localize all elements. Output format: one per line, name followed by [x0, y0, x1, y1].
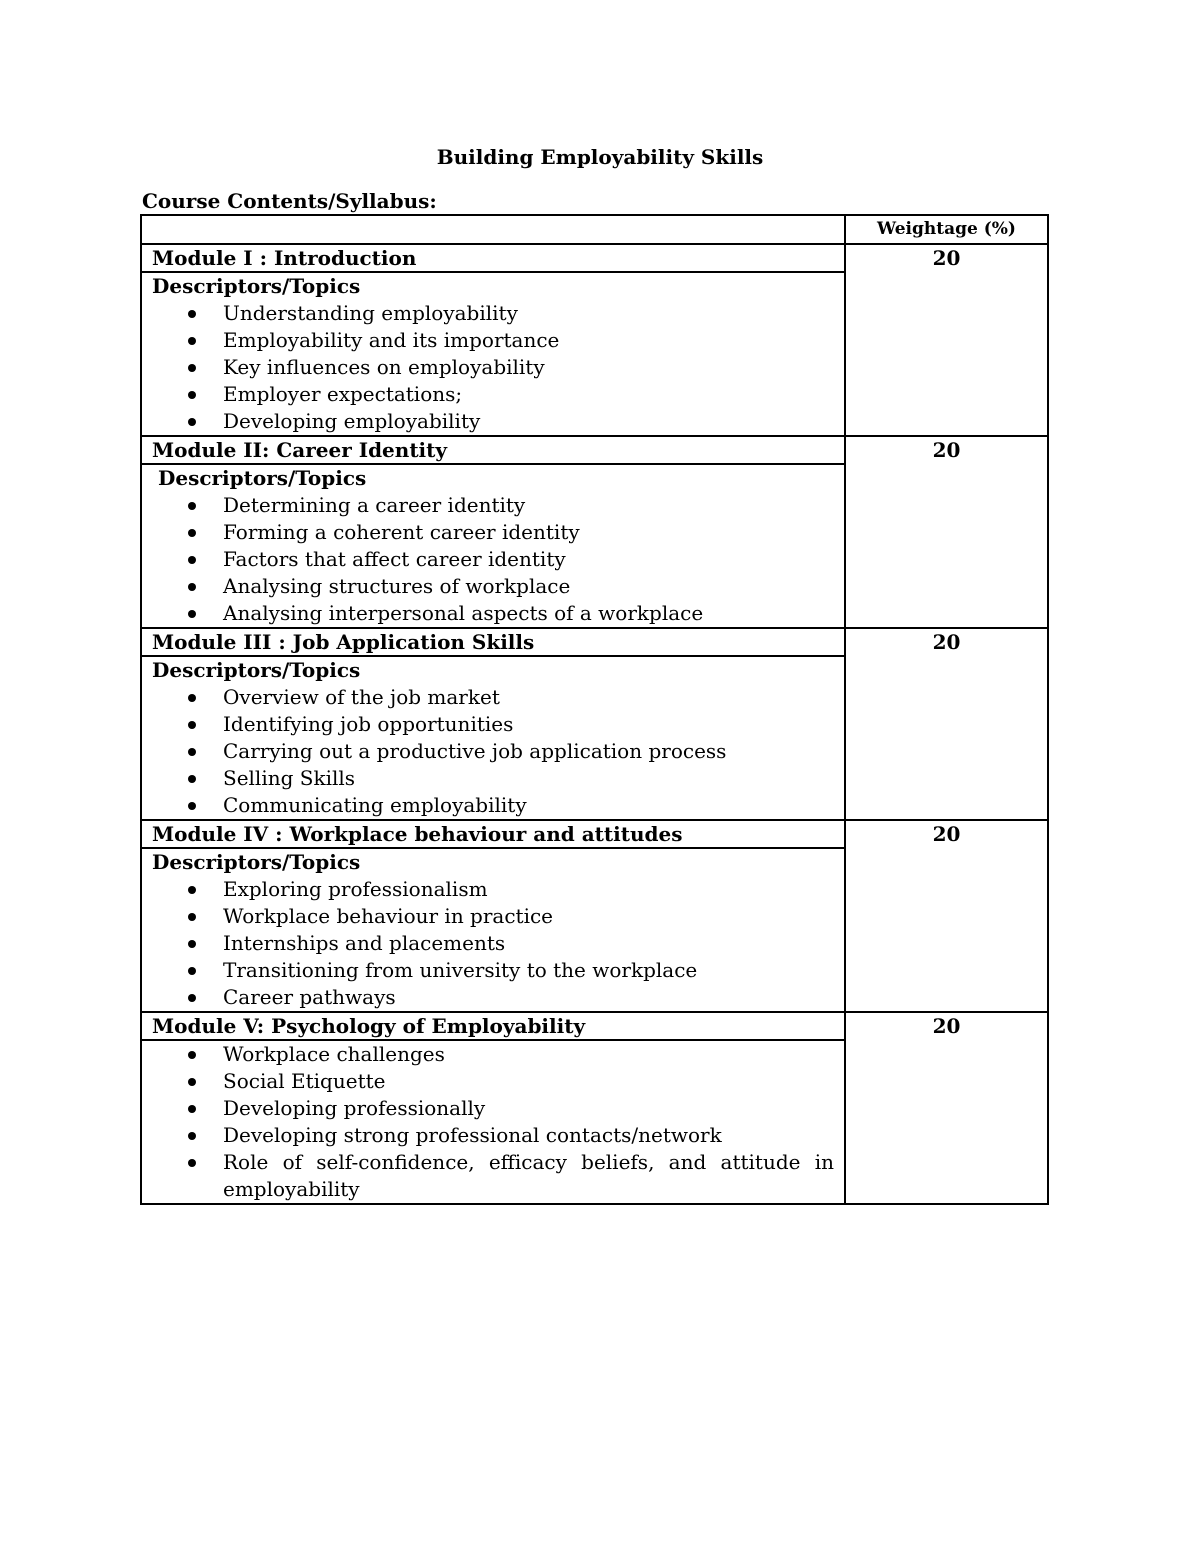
- topic-item: Social Etiquette: [142, 1068, 844, 1095]
- module-title: Module II: Career Identity: [142, 437, 844, 465]
- module-title: Module IV : Workplace behaviour and attitudes: [142, 821, 844, 849]
- topic-list: [142, 1041, 844, 1203]
- topic-item: Key influences on employability: [142, 354, 844, 381]
- topic-item: Developing strong professional contacts/network: [142, 1122, 844, 1149]
- module-content-cell: [141, 1012, 845, 1204]
- module-weightage: 20: [845, 820, 1048, 1012]
- syllabus-heading: Course Contents/Syllabus:: [142, 189, 437, 213]
- module-row: [141, 436, 1048, 628]
- module-content-cell: [141, 820, 845, 1012]
- module-row: [141, 628, 1048, 820]
- topic-item: Factors that affect career identity: [142, 546, 844, 573]
- descriptors-label: Descriptors/Topics: [152, 274, 361, 298]
- topic-item: Developing professionally: [142, 1095, 844, 1122]
- topic-item: Employer expectations;: [142, 381, 844, 408]
- module-row: [141, 244, 1048, 436]
- topic-item: Career pathways: [142, 984, 844, 1011]
- topic-item: Workplace behaviour in practice: [142, 903, 844, 930]
- topic-item: Identifying job opportunities: [142, 711, 844, 738]
- module-weightage: 20: [845, 436, 1048, 628]
- module-row: [141, 1012, 1048, 1204]
- descriptors-label: Descriptors/Topics: [152, 658, 361, 682]
- topic-item: Determining a career identity: [142, 492, 844, 519]
- module-title: Module V: Psychology of Employability: [142, 1013, 844, 1041]
- document-title: Building Employability Skills: [436, 145, 764, 169]
- topic-list: [142, 300, 844, 435]
- topic-item: Carrying out a productive job application process: [142, 738, 844, 765]
- syllabus-table: [140, 214, 1049, 1205]
- topic-item: Understanding employability: [142, 300, 844, 327]
- topic-item: Analysing structures of workplace: [142, 573, 844, 600]
- topic-list: [142, 684, 844, 819]
- topic-item: Communicating employability: [142, 792, 844, 819]
- module-weightage: 20: [845, 1012, 1048, 1204]
- module-weightage: 20: [845, 244, 1048, 436]
- topic-item: Exploring professionalism: [142, 876, 844, 903]
- module-content-cell: [141, 244, 845, 436]
- topic-item: Internships and placements: [142, 930, 844, 957]
- topic-item: Developing employability: [142, 408, 844, 435]
- topic-item: Forming a coherent career identity: [142, 519, 844, 546]
- module-weightage: 20: [845, 628, 1048, 820]
- module-title: Module III : Job Application Skills: [142, 629, 844, 657]
- module-content-cell: [141, 628, 845, 820]
- topic-item: Transitioning from university to the workplace: [142, 957, 844, 984]
- topic-list: [142, 876, 844, 1011]
- topic-list: [142, 492, 844, 627]
- header-empty-cell: [141, 215, 845, 244]
- descriptors-label: Descriptors/Topics: [158, 466, 367, 490]
- descriptors-label: Descriptors/Topics: [152, 850, 361, 874]
- module-row: [141, 820, 1048, 1012]
- module-title: Module I : Introduction: [142, 245, 844, 273]
- topic-item: Analysing interpersonal aspects of a workplace: [142, 600, 844, 627]
- topic-item: Overview of the job market: [142, 684, 844, 711]
- topic-item: Employability and its importance: [142, 327, 844, 354]
- table-header-row: [141, 215, 1048, 244]
- weightage-header: Weightage (%): [845, 215, 1048, 244]
- module-content-cell: [141, 436, 845, 628]
- topic-item: Selling Skills: [142, 765, 844, 792]
- topic-item: Workplace challenges: [142, 1041, 844, 1068]
- topic-item: Role of self-confidence, efficacy beliefs, and attitude in employability: [142, 1149, 844, 1203]
